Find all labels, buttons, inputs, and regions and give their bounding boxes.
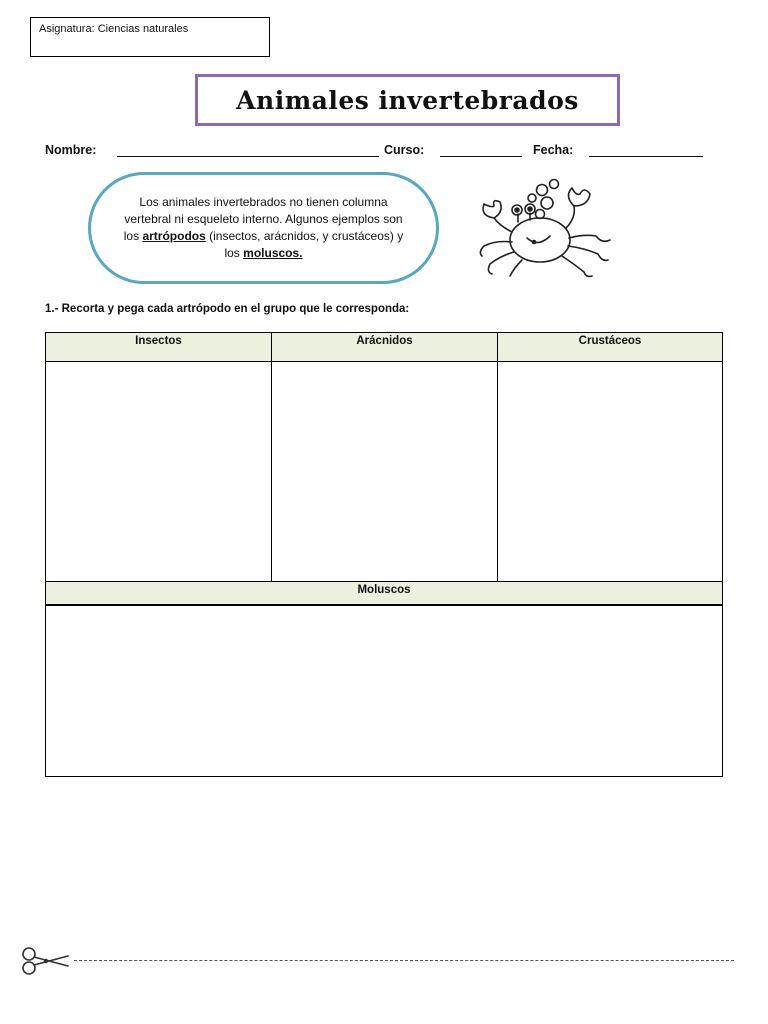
subject-label: Asignatura: Ciencias naturales — [39, 23, 189, 35]
info-bubble — [88, 172, 439, 284]
date-label: Fecha: — [533, 143, 574, 157]
page-title: Animales invertebrados — [195, 74, 620, 126]
name-blank[interactable] — [117, 156, 379, 157]
course-blank[interactable] — [440, 156, 522, 157]
column-header-insects: Insectos — [45, 332, 272, 362]
mollusks-header: Moluscos — [45, 581, 723, 606]
mollusks-drop-area[interactable] — [45, 605, 723, 777]
sorting-table — [45, 332, 723, 777]
column-header-arachnids: Arácnidos — [271, 332, 498, 362]
crab-illustration — [472, 176, 622, 281]
info-text-middle: (insectos, arácnidos, y crustáceos) y los — [205, 229, 404, 260]
term-arthropods: artrópodos — [142, 229, 206, 243]
cut-line — [74, 960, 734, 961]
name-label: Nombre: — [45, 143, 97, 157]
column-header-crustaceans: Crustáceos — [497, 332, 723, 362]
term-mollusks: moluscos. — [243, 246, 303, 260]
insects-drop-area[interactable] — [45, 361, 272, 582]
arachnids-drop-area[interactable] — [271, 361, 498, 582]
info-text — [117, 194, 410, 262]
student-fields — [45, 143, 725, 163]
crustaceans-drop-area[interactable] — [497, 361, 723, 582]
info-text-start: Los animales invertebrados no tienen columna vertebral ni esqueleto interno. Algunos ejemplos son los — [123, 195, 403, 243]
activity-instruction: 1.- Recorta y pega cada artrópodo en el grupo que le corresponda: — [45, 303, 410, 315]
subject-box — [30, 17, 270, 57]
date-blank[interactable] — [589, 156, 703, 157]
course-label: Curso: — [384, 143, 425, 157]
scissors-icon — [20, 946, 72, 976]
